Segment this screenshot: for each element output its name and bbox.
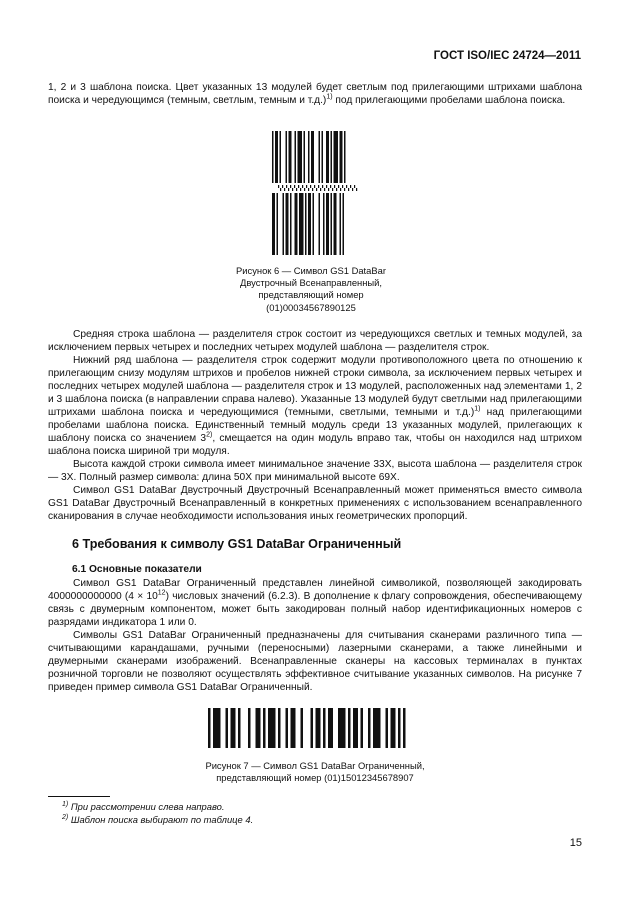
separator-module	[300, 188, 301, 191]
barcode-bar	[344, 131, 346, 183]
barcode-bar	[331, 131, 333, 183]
paragraph-limited-description: Символ GS1 DataBar Ограниченный представлен линейной символикой, позволяющей закодировать 4000000000000 $(4 \times 10^{12})$ числовых значений (6.2.3). В дополнение к флагу сопровождения, обеспечивающему связь с двумерным компонентом, может быть закодирован полный набор идентификационных номеров с разрядами индикатора 1 или 0.	[48, 578, 582, 628]
barcode-bar	[334, 193, 337, 255]
figure-7-barcode	[206, 708, 426, 748]
separator-module	[342, 185, 343, 188]
separator-module	[282, 185, 283, 188]
barcode-bar	[340, 131, 343, 183]
barcode-bar	[308, 193, 311, 255]
separator-module	[338, 185, 339, 188]
barcode-bar	[319, 131, 321, 183]
barcode-bar	[238, 708, 241, 748]
barcode-bar	[272, 193, 275, 255]
separator-module	[332, 188, 333, 191]
barcode-bar	[398, 708, 401, 748]
separator-module	[340, 188, 341, 191]
barcode-separator	[278, 185, 357, 191]
paragraph-bottom-row: Нижний ряд шаблона — разделителя строк содержит модули противоположного цвета по отношению к прилегающим снизу модулям штрихов и пробелов нижней строки символа, за исключением первых четырех и последних четырех модулей шаблона — разделителя строк и 13 модулей, расположенных над элементами 1, 2 и 3 шаблона поиска (в направлении справа налево). Указанные 13 модулей будут светлыми над прилегающими штрихами шаблона поиска и чередующимися (темными, светлыми, темными и т.д.)$^{1)}$ над прилегающими пробелами шаблона поиска. Единственный темный модуль среди 13 указанных модулей, прилегающих к шаблону поиска со значением 3$^{2)}$, смещается на один модуль вправо так, чтобы он находился над штрихом шаблона поиска шириной три модуля.	[48, 355, 582, 457]
barcode-bar	[298, 131, 303, 183]
barcode-bar	[278, 708, 281, 748]
separator-module	[286, 185, 287, 188]
separator-module	[354, 185, 355, 188]
separator-module	[306, 185, 307, 188]
footnote-separator	[48, 796, 110, 797]
paragraph-middle-row: Средняя строка шаблона — разделителя строк состоит из чередующихся светлых и темных модулей, за исключением первых четырех и последних четырех модулей шаблона — разделителя строк.	[48, 329, 582, 353]
barcode-bars	[208, 708, 406, 748]
separator-module	[336, 188, 337, 191]
separator-module	[304, 188, 305, 191]
barcode-bar	[311, 708, 314, 748]
barcode-bar	[283, 193, 285, 255]
page-number: 15	[569, 837, 582, 849]
separator-module	[346, 185, 347, 188]
separator-module	[290, 185, 291, 188]
barcode-bar	[313, 193, 315, 255]
separator-module	[350, 185, 351, 188]
barcode-bar	[311, 131, 314, 183]
paragraph-row-height: Высота каждой строки символа имеет минимальное значение 33X, высота шаблона — разделителя строк — 3X. Полный размер символа: длина 50X при минимальной высоте 69X.	[48, 459, 582, 483]
separator-module	[302, 185, 303, 188]
separator-module	[292, 188, 293, 191]
barcode-bar	[304, 131, 306, 183]
separator-module	[334, 185, 335, 188]
barcode-bar	[343, 193, 345, 255]
barcode-bar	[328, 708, 333, 748]
separator-module	[308, 188, 309, 191]
barcode-bar	[373, 708, 381, 748]
separator-module	[316, 188, 317, 191]
separator-module	[312, 188, 313, 191]
barcode-bar	[286, 708, 289, 748]
separator-module	[320, 188, 321, 191]
separator-module	[344, 188, 345, 191]
barcode-bar	[338, 708, 346, 748]
separator-module	[310, 185, 311, 188]
separator-module	[298, 185, 299, 188]
figure-7-caption: Рисунок 7 — Символ GS1 DataBar Ограниченный, представляющий номер (01)15012345678907	[205, 760, 425, 784]
separator-module	[328, 188, 329, 191]
separator-module	[318, 185, 319, 188]
barcode-top-row	[272, 131, 346, 183]
barcode-bar	[368, 708, 371, 748]
barcode-bar	[403, 708, 406, 748]
figure-6-caption: Рисунок 6 — Символ GS1 DataBar Двустрочный Всенаправленный, представляющий номер (01)00034567890125	[236, 265, 386, 313]
barcode-bar	[213, 708, 221, 748]
barcode-bar	[353, 708, 358, 748]
barcode-bar	[268, 708, 276, 748]
separator-module	[278, 185, 279, 188]
separator-module	[280, 188, 281, 191]
separator-module	[294, 185, 295, 188]
separator-module	[330, 185, 331, 188]
barcode-bar	[291, 708, 296, 748]
barcode-bar	[326, 131, 329, 183]
separator-module	[288, 188, 289, 191]
figure-6-barcode	[270, 131, 358, 257]
barcode-bar	[323, 193, 325, 255]
separator-module	[324, 188, 325, 191]
barcode-bar	[231, 708, 236, 748]
paragraph-finder-pattern: 1, 2 и 3 шаблона поиска. Цвет указанных 13 модулей будет светлым под прилегающими штрихами шаблона поиска и чередующимся (темным, светлым, темным и т.д.)$^{1)}$ под прилегающими пробелами шаблона поиска.	[48, 82, 582, 106]
barcode-bar	[348, 708, 351, 748]
separator-module	[322, 185, 323, 188]
barcode-bar	[316, 708, 321, 748]
separator-module	[356, 188, 357, 191]
footnote-1: $^{1)}$ При рассмотрении слева направо.	[62, 800, 225, 812]
barcode-bar	[286, 193, 289, 255]
barcode-bar	[361, 708, 364, 748]
barcode-bar	[263, 708, 266, 748]
barcode-bar	[289, 131, 292, 183]
barcode-bar	[323, 708, 326, 748]
barcode-bar	[305, 193, 307, 255]
barcode-bar	[277, 193, 279, 255]
barcode-bar	[386, 708, 389, 748]
barcode-bar	[391, 708, 396, 748]
separator-module	[352, 188, 353, 191]
footnote-2: $^{2)}$ Шаблон поиска выбирают по таблице 4.	[62, 813, 254, 825]
barcode-bar	[280, 131, 282, 183]
barcode-bar	[334, 131, 339, 183]
barcode-bar	[226, 708, 229, 748]
barcode-bar	[290, 193, 292, 255]
paragraph-alternative-symbol: Символ GS1 DataBar Двустрочный Двустрочный Всенаправленный может применяться вместо символа GS1 DataBar Двустрочный Всенаправленный в конкретных применениях с использованием всенаправленного сканирования в случае необходимости использования иных геометрических пропорций.	[48, 485, 582, 522]
separator-module	[284, 188, 285, 191]
barcode-bar	[319, 193, 321, 255]
subsection-6-1-title: 6.1 Основные показатели	[72, 564, 202, 575]
section-6-title: 6 Требования к символу GS1 DataBar Ограниченный	[72, 537, 402, 551]
barcode-bar	[299, 193, 304, 255]
barcode-bar	[295, 131, 297, 183]
separator-module	[296, 188, 297, 191]
barcode-bar	[301, 708, 304, 748]
barcode-bar	[322, 131, 324, 183]
barcode-bar	[208, 708, 211, 748]
barcode-bar	[272, 131, 274, 183]
barcode-bar	[275, 131, 278, 183]
document-header: ГОСТ ISO/IEC 24724—2011	[433, 50, 581, 62]
barcode-bar	[286, 131, 288, 183]
barcode-bar	[308, 131, 310, 183]
barcode-bar	[326, 193, 329, 255]
barcode-bar	[331, 193, 333, 255]
separator-module	[348, 188, 349, 191]
paragraph-scanners: Символы GS1 DataBar Ограниченный предназначены для считывания сканерами различного типа — считывающими карандашами, ручными (переносными) лазерными сканерами, а также линейными и двумерными сканерами изображений. Всенаправленные сканеры на кассовых терминалах в пунктах розничной торговли не позволяют осуществлять эффективное считывание указанных символов. На рисунке 7 приведен пример символа GS1 DataBar Ограниченный.	[48, 630, 582, 693]
barcode-bar	[340, 193, 342, 255]
separator-module	[326, 185, 327, 188]
barcode-bar	[256, 708, 261, 748]
separator-module	[314, 185, 315, 188]
barcode-bar	[248, 708, 251, 748]
barcode-bottom-row	[272, 193, 344, 255]
barcode-bar	[295, 193, 298, 255]
